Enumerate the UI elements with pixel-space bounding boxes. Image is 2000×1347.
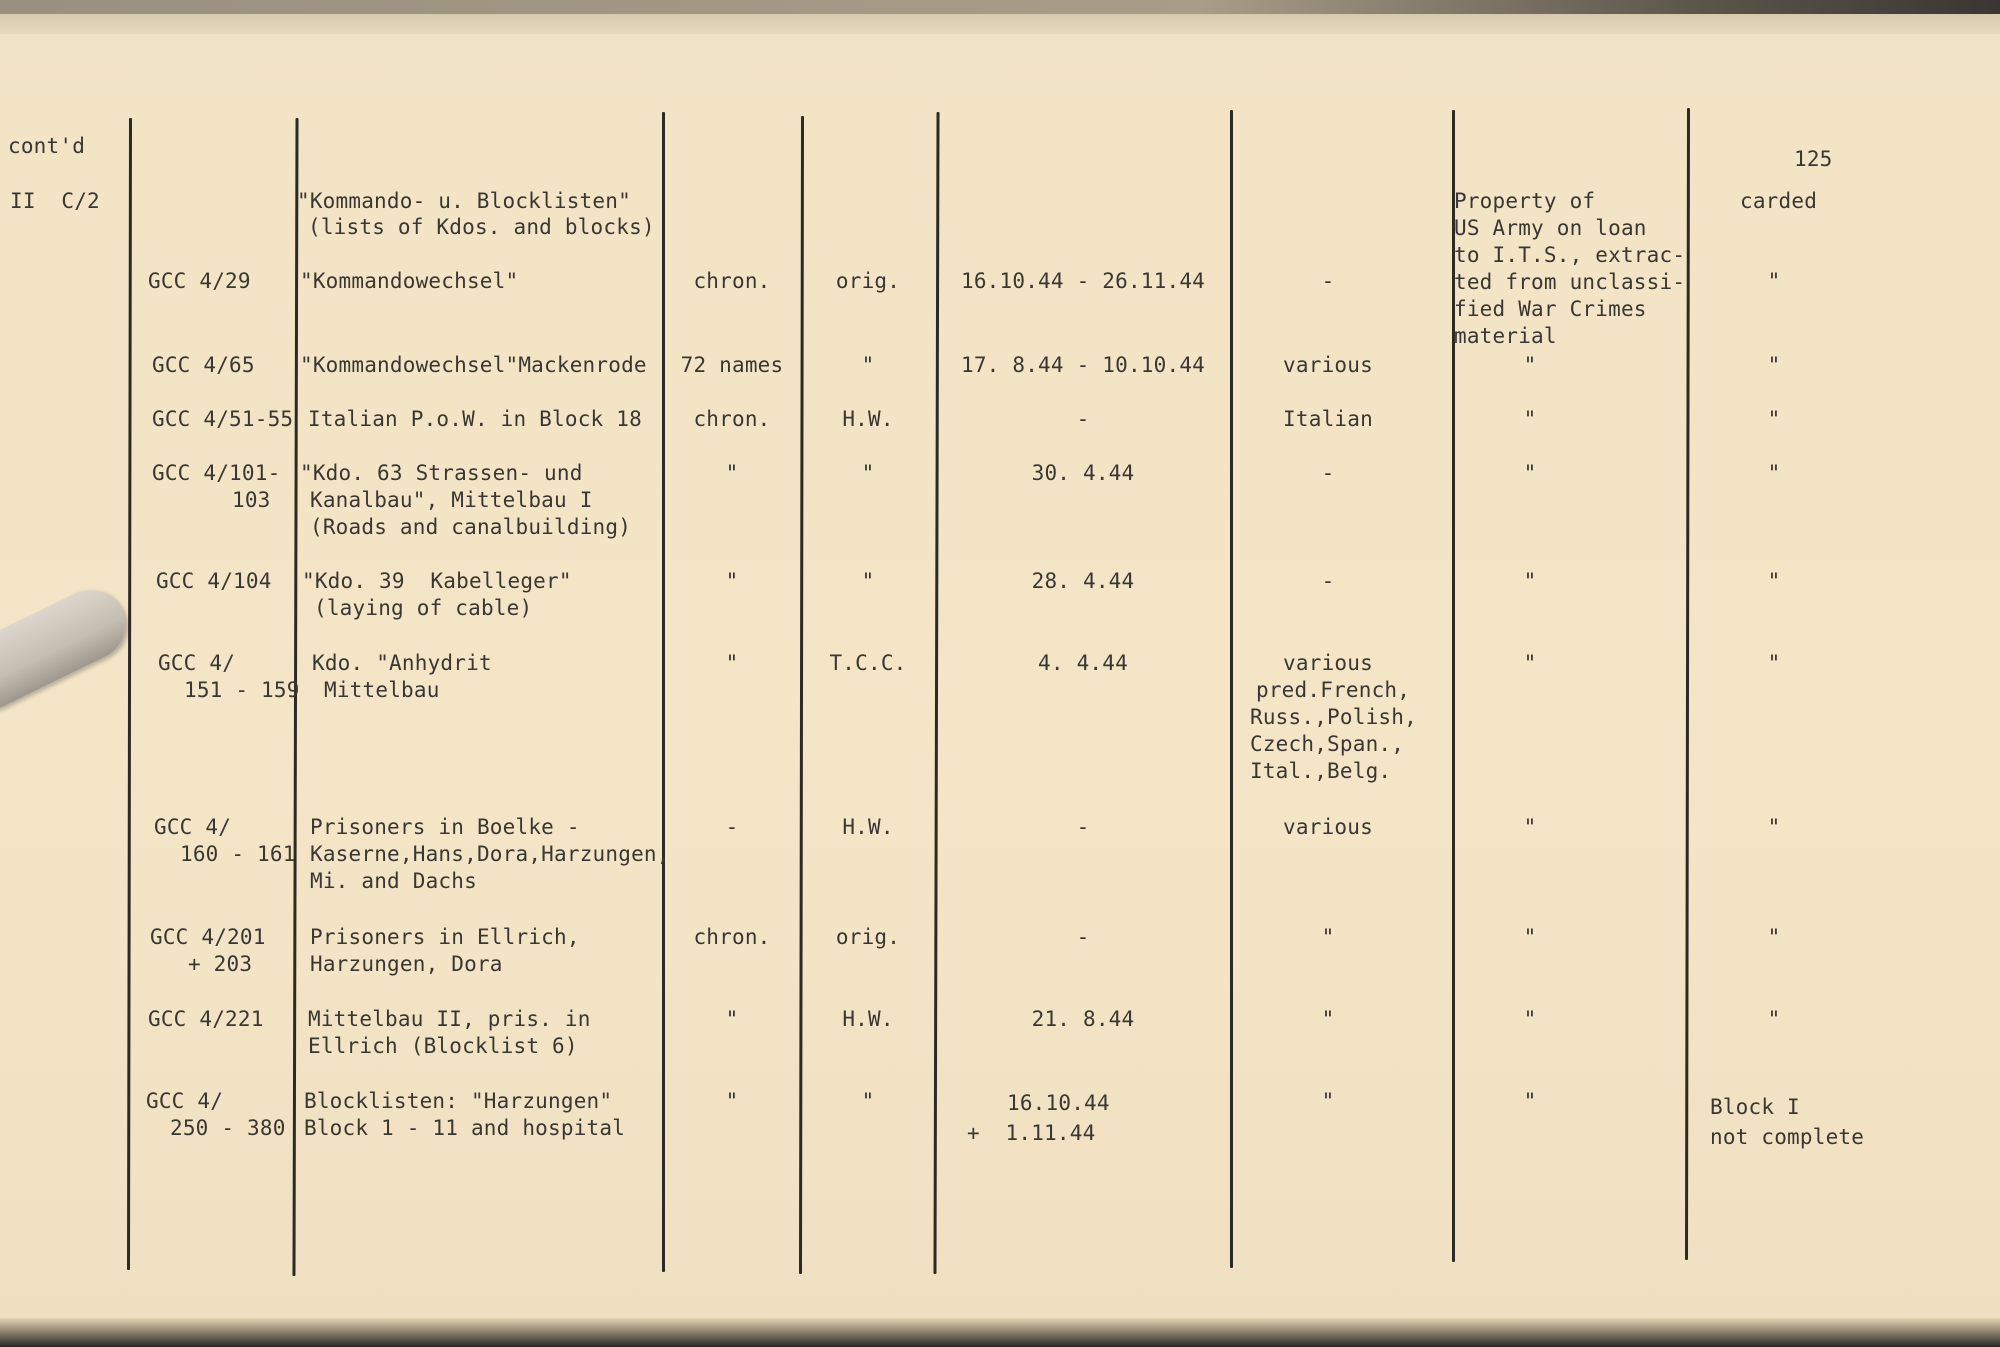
nationality-cell: "	[1321, 1007, 1335, 1031]
status-cell: Block I	[1710, 1095, 1800, 1119]
property-cell: "	[1523, 353, 1537, 377]
property-line: material	[1454, 324, 1557, 348]
adjacent-page-edge	[0, 0, 2000, 14]
ref-cell: GCC 4/	[154, 815, 232, 839]
ref-cell: 250 - 380	[170, 1116, 286, 1140]
dates-cell: -	[1076, 407, 1090, 431]
column-rule	[662, 112, 665, 1272]
status-cell: "	[1767, 925, 1781, 949]
ref-cell: GCC 4/101-	[152, 461, 281, 485]
property-cell: "	[1523, 651, 1537, 675]
nationality-cell: pred.French,	[1256, 678, 1411, 702]
ref-cell: + 203	[188, 952, 253, 976]
form-cell: orig.	[835, 925, 901, 949]
desc-cell: Prisoners in Ellrich,	[310, 925, 580, 949]
status-cell: "	[1767, 569, 1781, 593]
nationality-cell: Italian	[1283, 407, 1373, 431]
ref-cell: GCC 4/	[146, 1089, 224, 1113]
desc-cell: Prisoners in Boelke -	[310, 815, 580, 839]
desc-cell: Block 1 - 11 and hospital	[304, 1116, 626, 1140]
property-line: US Army on loan	[1454, 216, 1647, 240]
section-title-line: (lists of Kdos. and blocks)	[308, 215, 655, 239]
desc-cell: Mittelbau II, pris. in	[308, 1007, 591, 1031]
status-cell: "	[1767, 353, 1781, 377]
form-cell: T.C.C.	[829, 651, 907, 675]
ref-cell: GCC 4/51-55	[152, 407, 294, 431]
nationality-cell: -	[1321, 569, 1335, 593]
desc-cell: (laying of cable)	[314, 596, 533, 620]
desc-cell: "Kommandowechsel"	[300, 269, 519, 293]
nationality-cell: "	[1321, 925, 1335, 949]
desc-cell: Kaserne,Hans,Dora,Harzungen,	[310, 842, 670, 866]
dates-cell: 21. 8.44	[1031, 1007, 1135, 1031]
property-cell: "	[1523, 815, 1537, 839]
property-line: Property of	[1454, 189, 1596, 213]
desc-cell: Harzungen, Dora	[310, 952, 503, 976]
property-cell: "	[1523, 1089, 1537, 1113]
arrangement-cell: "	[725, 461, 739, 485]
desc-cell: (Roads and canalbuilding)	[310, 515, 632, 539]
property-line: fied War Crimes	[1454, 297, 1647, 321]
status-cell: not complete	[1710, 1125, 1865, 1149]
nationality-cell: various	[1283, 353, 1373, 377]
form-cell: H.W.	[842, 1007, 894, 1031]
status-cell: "	[1767, 407, 1781, 431]
dates-cell: 17. 8.44 - 10.10.44	[960, 353, 1206, 377]
ref-cell: GCC 4/201	[150, 925, 266, 949]
status-carded: carded	[1740, 189, 1818, 213]
desc-cell: Mittelbau	[324, 678, 440, 702]
desc-cell: Ellrich (Blocklist 6)	[308, 1034, 578, 1058]
nationality-cell: Czech,Span.,	[1250, 732, 1405, 756]
desc-cell: "Kdo. 63 Strassen- und	[300, 461, 583, 485]
arrangement-cell: -	[725, 815, 739, 839]
status-cell: "	[1767, 269, 1781, 293]
property-cell: "	[1523, 461, 1537, 485]
property-cell: "	[1523, 407, 1537, 431]
nationality-cell: Ital.,Belg.	[1250, 759, 1392, 783]
nationality-cell: Russ.,Polish,	[1250, 705, 1417, 729]
status-cell: "	[1767, 1007, 1781, 1031]
desc-cell: Blocklisten: "Harzungen"	[304, 1089, 613, 1113]
dates-cell: 16.10.44 - 26.11.44	[960, 269, 1206, 293]
ref-cell: 103	[232, 488, 271, 512]
dates-cell: 4. 4.44	[1038, 651, 1128, 675]
form-cell: "	[861, 569, 875, 593]
ref-cell: GCC 4/221	[148, 1007, 264, 1031]
contd-label: cont'd	[8, 134, 86, 158]
nationality-cell: various	[1283, 651, 1373, 675]
property-line: to I.T.S., extrac-	[1454, 243, 1686, 267]
arrangement-cell: chron.	[693, 407, 771, 431]
desc-cell: Mi. and Dachs	[310, 869, 477, 893]
arrangement-cell: "	[725, 1089, 739, 1113]
status-cell: "	[1767, 651, 1781, 675]
form-cell: H.W.	[842, 407, 894, 431]
dates-cell: + 1.11.44	[967, 1121, 1096, 1145]
dates-cell: -	[1076, 925, 1090, 949]
section-title-line: "Kommando- u. Blocklisten"	[297, 189, 631, 213]
arrangement-cell: "	[725, 651, 739, 675]
form-cell: orig.	[835, 269, 901, 293]
page-number: 125	[1794, 147, 1833, 171]
desc-cell: "Kdo. 39 Kabelleger"	[302, 569, 572, 593]
property-line: ted from unclassi-	[1454, 270, 1686, 294]
property-cell: "	[1523, 569, 1537, 593]
ref-cell: GCC 4/104	[156, 569, 272, 593]
ref-cell: GCC 4/	[158, 651, 236, 675]
dates-cell: -	[1076, 815, 1090, 839]
property-cell: "	[1523, 925, 1537, 949]
desc-cell: Italian P.o.W. in Block 18	[308, 407, 642, 431]
dates-cell: 30. 4.44	[1031, 461, 1135, 485]
desc-cell: Kanalbau", Mittelbau I	[310, 488, 593, 512]
arrangement-cell: "	[725, 569, 739, 593]
arrangement-cell: 72 names	[680, 353, 784, 377]
nationality-cell: -	[1321, 269, 1335, 293]
page-bottom-edge	[0, 1318, 2000, 1347]
form-cell: H.W.	[842, 815, 894, 839]
nationality-cell: -	[1321, 461, 1335, 485]
form-cell: "	[861, 1089, 875, 1113]
arrangement-cell: "	[725, 1007, 739, 1031]
status-cell: "	[1767, 461, 1781, 485]
nationality-cell: various	[1283, 815, 1373, 839]
ref-cell: 151 - 159	[184, 678, 300, 702]
arrangement-cell: chron.	[693, 269, 771, 293]
status-cell: "	[1767, 815, 1781, 839]
desc-cell: "Kommandowechsel"Mackenrode	[300, 353, 647, 377]
dates-cell: 28. 4.44	[1031, 569, 1135, 593]
arrangement-cell: chron.	[693, 925, 771, 949]
dates-cell: 16.10.44	[1007, 1091, 1110, 1115]
desc-cell: Kdo. "Anhydrit	[312, 651, 492, 675]
section-label: II C/2	[10, 189, 100, 213]
form-cell: "	[861, 353, 875, 377]
ref-cell: 160 - 161	[180, 842, 296, 866]
property-cell: "	[1523, 1007, 1537, 1031]
nationality-cell: "	[1321, 1089, 1335, 1113]
form-cell: "	[861, 461, 875, 485]
ref-cell: GCC 4/29	[148, 269, 251, 293]
ref-cell: GCC 4/65	[152, 353, 255, 377]
